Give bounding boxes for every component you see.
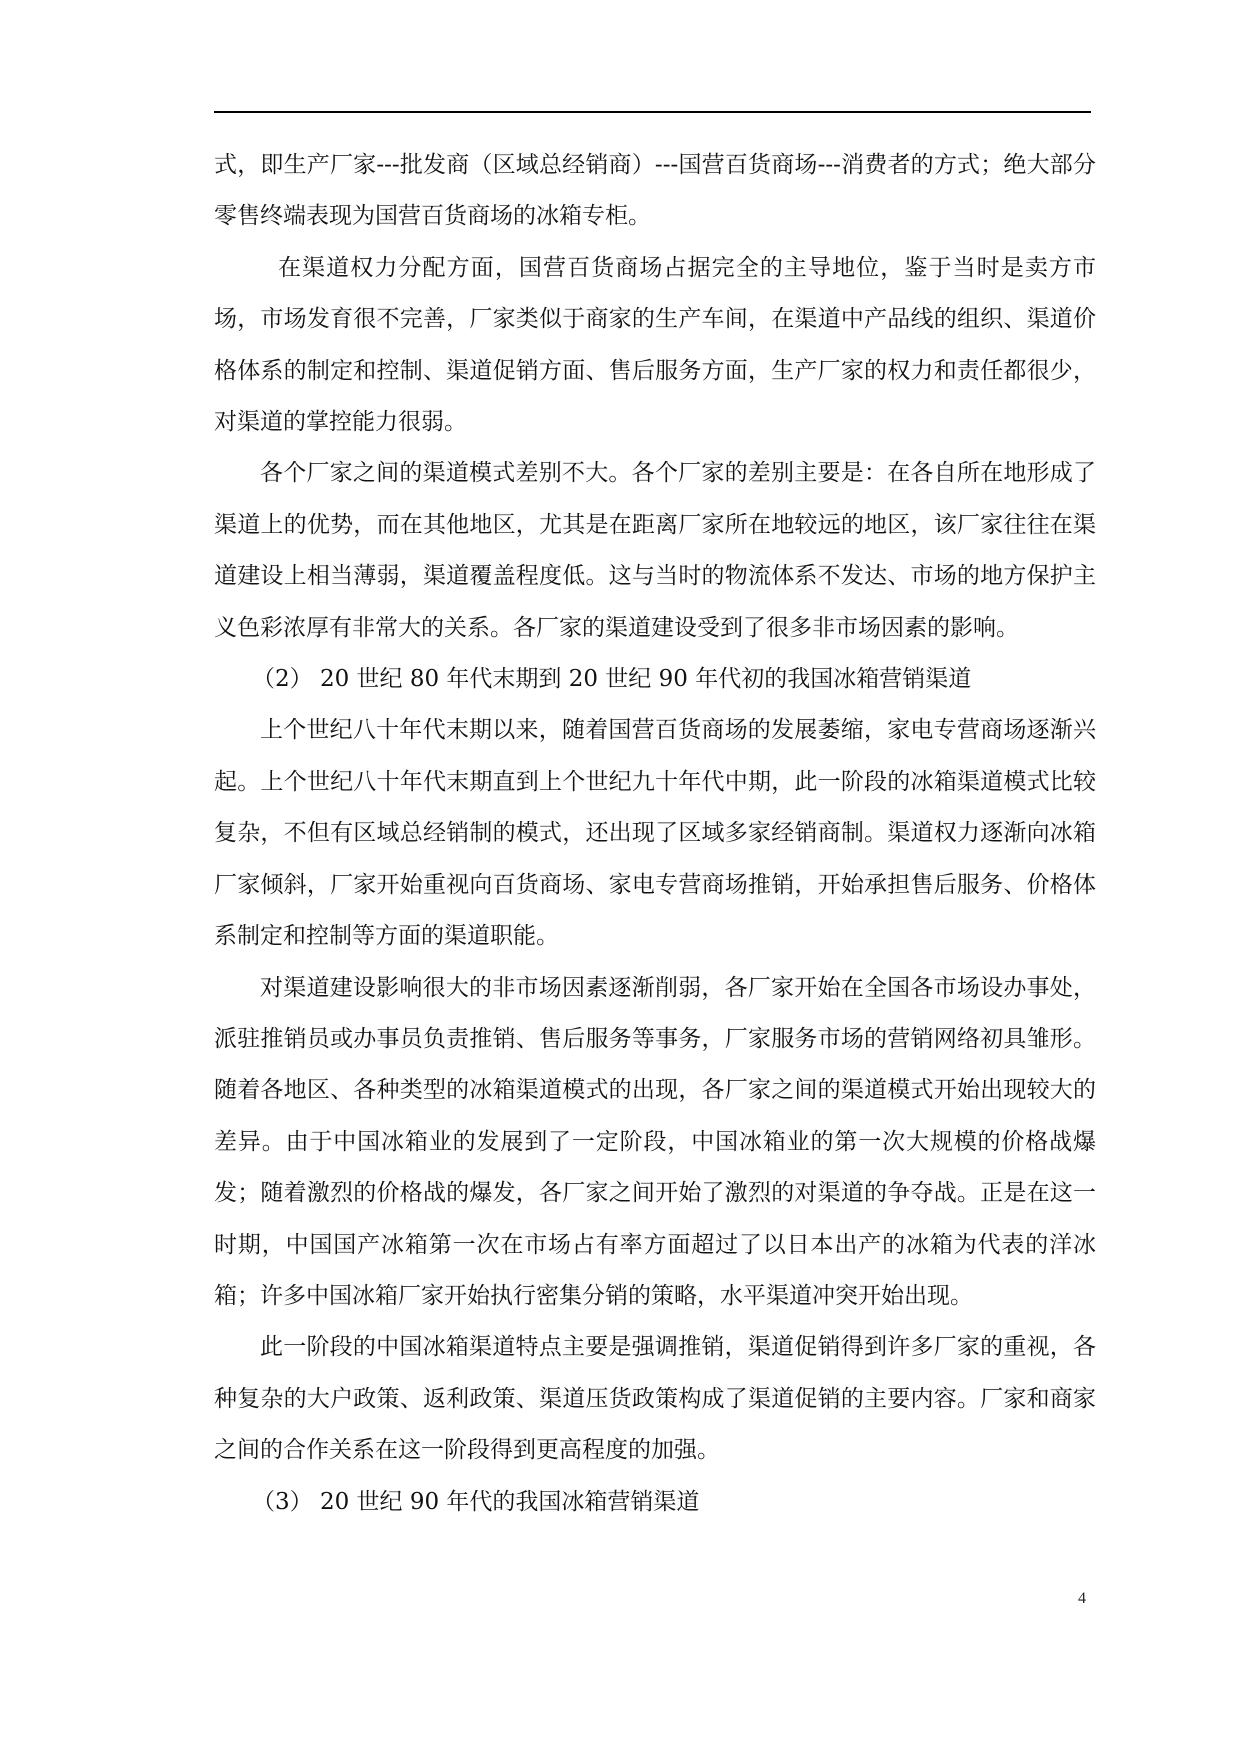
- paragraph-late-80s: 上个世纪八十年代末期以来，随着国营百货商场的发展萎缩，家电专营商场逐渐兴起。上个世纪八十年代末期直到上个世纪九十年代中期，此一阶段的冰箱渠道模式比较复杂，不但有区域总经销制的模式，还出现了区域多家经销商制。渠道权力逐渐向冰箱厂家倾斜，厂家开始重视向百货商场、家电专营商场推销，开始承担售后服务、价格体系制定和控制等方面的渠道职能。: [214, 717, 1096, 950]
- paragraph-distribution-pattern: 式，即生产厂家---批发商（区域总经销商）---国营百货商场---消费者的方式；绝大部分零售终端表现为国营百货商场的冰箱专柜。: [214, 152, 1096, 230]
- page-number: 4: [1078, 1590, 1086, 1607]
- paragraph-non-market-factors: 对渠道建设影响很大的非市场因素逐渐削弱，各厂家开始在全国各市场设办事处，派驻推销员或办事员负责推销、售后服务等事务，厂家服务市场的营销网络初具雏形。随着各地区、各种类型的冰箱渠道模式的出现，各厂家之间的渠道模式开始出现较大的差异。由于中国冰箱业的发展到了一定阶段，中国冰箱业的第一次大规模的价格战爆发；随着激烈的价格战的爆发，各厂家之间开始了激烈的对渠道的争夺战。正是在这一时期，中国国产冰箱第一次在市场占有率方面超过了以日本出产的冰箱为代表的洋冰箱；许多中国冰箱厂家开始执行密集分销的策略，水平渠道冲突开始出现。: [214, 974, 1096, 1309]
- section-heading-2: （2） 20 世纪 80 年代末期到 20 世纪 90 年代初的我国冰箱营销渠道: [252, 666, 972, 693]
- document-body: [214, 140, 1096, 1528]
- section-heading-3: （3） 20 世纪 90 年代的我国冰箱营销渠道: [252, 1488, 700, 1515]
- paragraph-stage-characteristics: 此一阶段的中国冰箱渠道特点主要是强调推销，渠道促销得到许多厂家的重视，各种复杂的大户政策、返利政策、渠道压货政策构成了渠道促销的主要内容。厂家和商家之间的合作关系在这一阶段得到更高程度的加强。: [214, 1334, 1096, 1464]
- header-rule: [214, 111, 1091, 113]
- paragraph-channel-power: 在渠道权力分配方面，国营百货商场占据完全的主导地位，鉴于当时是卖方市场，市场发育很不完善，厂家类似于商家的生产车间，在渠道中产品线的组织、渠道价格体系的制定和控制、渠道促销方面、售后服务方面，生产厂家的权力和责任都很少，对渠道的掌控能力很弱。: [214, 254, 1096, 436]
- paragraph-channel-differences: 各个厂家之间的渠道模式差别不大。各个厂家的差别主要是：在各自所在地形成了渠道上的优势，而在其他地区，尤其是在距离厂家所在地较远的地区，该厂家往往在渠道建设上相当薄弱，渠道覆盖程度低。这与当时的物流体系不发达、市场的地方保护主义色彩浓厚有非常大的关系。各厂家的渠道建设受到了很多非市场因素的影响。: [214, 460, 1096, 641]
